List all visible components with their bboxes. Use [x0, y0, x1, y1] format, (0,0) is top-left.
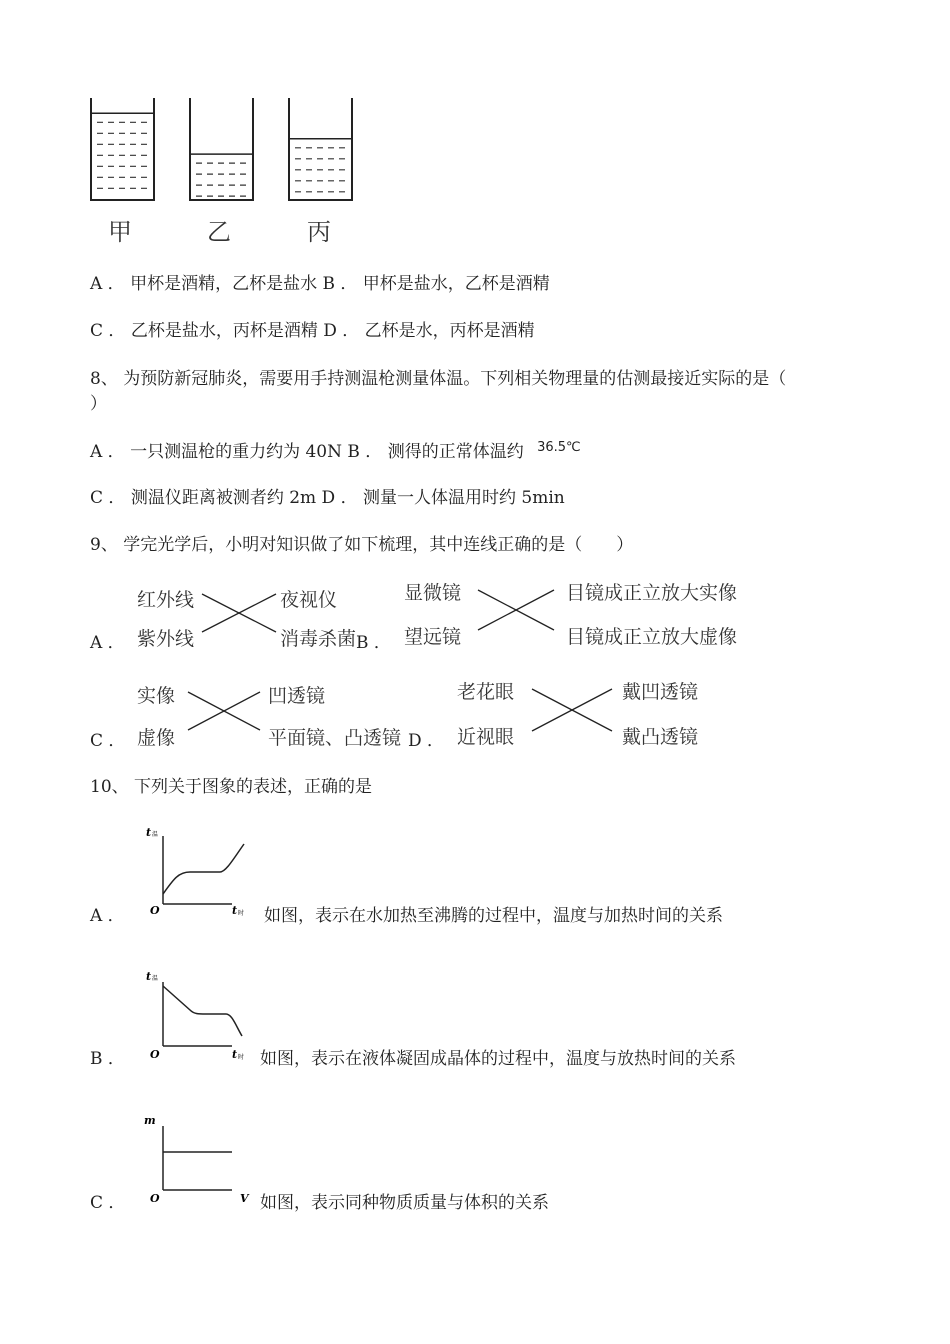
q9-option-a-letter: A ． [90, 633, 125, 653]
liquid-jia [91, 113, 154, 188]
graph-a-y-axis: t [146, 826, 152, 839]
cup-bing [289, 98, 352, 200]
q10-graph-a [138, 822, 264, 922]
q9-option-c-letter: C ． [90, 731, 126, 751]
q8-option-ab-text: A ． 一只测温枪的重力约为 40N B ． 测得的正常体温约 [90, 442, 524, 462]
q9a-cross-lines [200, 590, 278, 636]
q8-temperature-value: 36.5℃ [537, 440, 581, 455]
q10-option-b-text: 如图，表示在液体凝固成晶体的过程中，温度与放热时间的关系 [260, 1049, 736, 1069]
q10-stem: 10、 下列关于图象的表述，正确的是 [90, 777, 373, 797]
graph-b-y-sub: 温 [152, 975, 159, 982]
q9a-right-2: 消毒杀菌 [280, 628, 357, 650]
q9b-left-2: 望远镜 [404, 626, 462, 648]
liquid-yi [190, 154, 253, 196]
q7-options-ab: A ． 甲杯是酒精，乙杯是盐水 B ． 甲杯是盐水，乙杯是酒精 [90, 274, 550, 294]
graph-a-origin: O [150, 904, 160, 917]
graph-b-origin: O [150, 1048, 160, 1061]
q7-options-cd: C ． 乙杯是盐水，丙杯是酒精 D ． 乙杯是水，丙杯是酒精 [90, 321, 535, 341]
graph-b-x-axis: t [232, 1048, 238, 1061]
q9c-left-2: 虚像 [137, 727, 176, 749]
graph-a-y-sub: 温 [152, 831, 159, 838]
q9b-left-1: 显微镜 [404, 582, 462, 604]
q10-graph-c [138, 1110, 260, 1210]
q9a-left-2: 紫外线 [137, 628, 195, 650]
q9c-left-1: 实像 [137, 685, 176, 707]
q9-stem: 9、 学完光学后，小明对知识做了如下梳理，其中连线正确的是（ ） [90, 535, 634, 555]
q10-option-c-letter: C ． [90, 1193, 126, 1213]
q10-option-a-letter: A ． [90, 906, 125, 926]
q9-option-b-letter: B ． [356, 633, 391, 653]
graph-b-x-sub: 时 [238, 1054, 245, 1061]
q9-option-d-letter: D ． [408, 731, 445, 751]
q9a-left-1: 红外线 [137, 589, 195, 611]
q8-stem-close: ） [90, 394, 107, 414]
graph-c-x-axis: V [240, 1192, 249, 1205]
q10-option-c-text: 如图，表示同种物质质量与体积的关系 [260, 1193, 549, 1213]
q9d-left-2: 近视眼 [457, 726, 515, 748]
q9a-right-1: 夜视仪 [280, 589, 338, 611]
q9c-cross-lines [186, 688, 262, 734]
graph-a-x-sub: 时 [238, 910, 245, 917]
graph-c-y-axis: m [144, 1114, 156, 1127]
graph-c-origin: O [150, 1192, 160, 1205]
cups-figure [80, 95, 370, 205]
cup-label-jia: 甲 [108, 218, 132, 246]
graph-a-x-axis: t [232, 904, 238, 917]
q8-option-cd: C ． 测温仪距离被测者约 2m D ． 测量一人体温用时约 5min [90, 488, 565, 508]
q10-graph-b [138, 966, 264, 1066]
q8-stem: 8、 为预防新冠肺炎，需要用手持测温枪测量体温。下列相关物理量的估测最接近实际的是（ [90, 369, 787, 389]
q9b-right-1: 目镜成正立放大实像 [566, 582, 738, 604]
q9b-cross-lines [476, 586, 556, 634]
q10-option-b-letter: B ． [90, 1049, 125, 1069]
graph-b-y-axis: t [146, 970, 152, 983]
cup-label-yi: 乙 [207, 218, 231, 246]
q9d-right-2: 戴凸透镜 [622, 726, 699, 748]
q9d-left-1: 老花眼 [457, 681, 515, 703]
q8-option-ab [90, 441, 581, 465]
cup-label-bing: 丙 [307, 218, 331, 246]
q9c-right-1: 凹透镜 [268, 685, 326, 707]
q9d-right-1: 戴凹透镜 [622, 681, 699, 703]
q10-option-a-text: 如图，表示在水加热至沸腾的过程中，温度与加热时间的关系 [264, 906, 723, 926]
liquid-bing [289, 139, 352, 192]
q9b-right-2: 目镜成正立放大虚像 [566, 626, 738, 648]
q9d-cross-lines [530, 685, 614, 735]
q9c-right-2: 平面镜、凸透镜 [268, 727, 402, 749]
